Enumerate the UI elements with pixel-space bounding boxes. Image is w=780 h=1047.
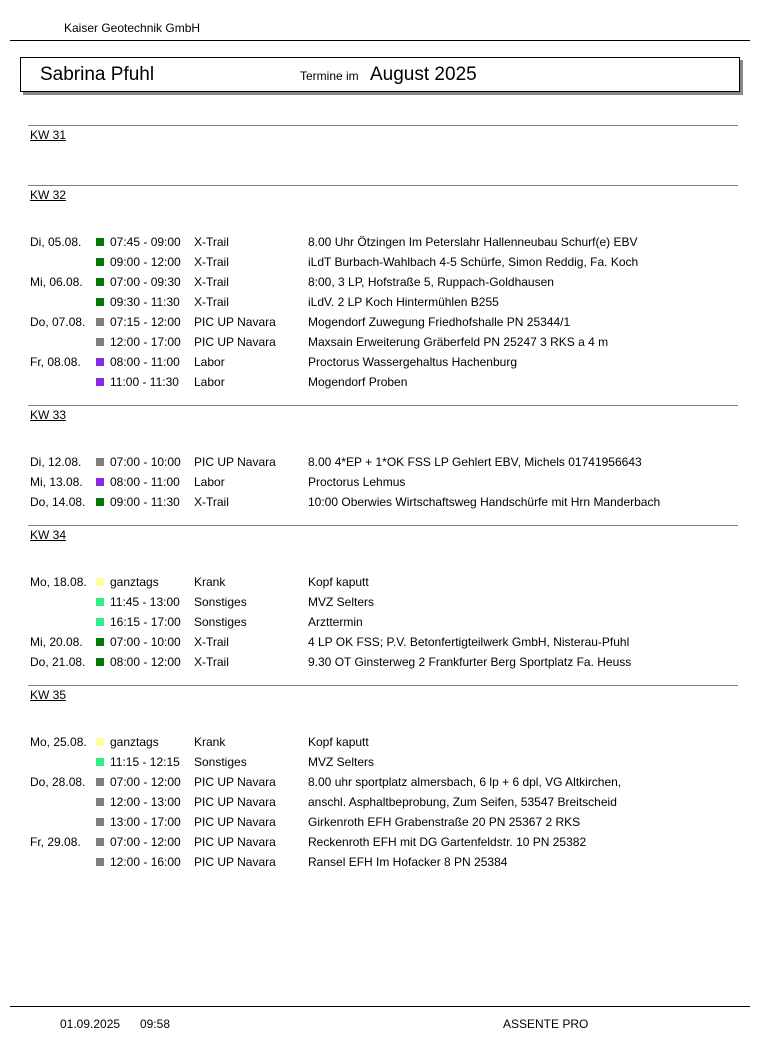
category-color-swatch xyxy=(96,758,104,766)
appointment-list xyxy=(0,452,780,512)
appointment-description: 9.30 OT Ginsterweg 2 Frankfurter Berg Sportplatz Fa. Heuss xyxy=(308,655,632,669)
appointment-day: Mo, 18.08. xyxy=(30,575,87,589)
category-color-swatch xyxy=(96,578,104,586)
week-divider xyxy=(28,125,738,126)
appointment-category: PIC UP Navara xyxy=(194,855,276,869)
appointment-category: Krank xyxy=(194,575,226,589)
appointment-time: 07:00 - 09:30 xyxy=(110,275,181,289)
appointment-day: Do, 28.08. xyxy=(30,775,86,789)
appointment-row xyxy=(0,332,780,352)
appointment-list xyxy=(0,572,780,672)
appointment-time: 16:15 - 17:00 xyxy=(110,615,181,629)
category-color-swatch xyxy=(96,318,104,326)
appointment-row xyxy=(0,772,780,792)
footer-divider xyxy=(10,1006,750,1007)
week-divider xyxy=(28,185,738,186)
category-color-swatch xyxy=(96,738,104,746)
appointment-list xyxy=(0,732,780,872)
appointment-category: Sonstiges xyxy=(194,755,247,769)
footer-date: 01.09.2025 xyxy=(60,1017,121,1031)
appointment-description: MVZ Selters xyxy=(308,595,375,609)
appointment-row xyxy=(0,272,780,292)
category-color-swatch xyxy=(96,598,104,606)
category-color-swatch xyxy=(96,338,104,346)
appointment-row xyxy=(0,732,780,752)
appointment-category: Krank xyxy=(194,735,226,749)
appointment-row xyxy=(0,592,780,612)
appointment-description: Mogendorf Proben xyxy=(308,375,408,389)
category-color-swatch xyxy=(96,638,104,646)
appointment-category: Labor xyxy=(194,355,225,369)
appointment-row xyxy=(0,852,780,872)
month-title: August 2025 xyxy=(370,64,477,85)
week-label: KW 33 xyxy=(30,408,67,422)
appointment-description: Girkenroth EFH Grabenstraße 20 PN 25367 2 RKS xyxy=(308,815,581,829)
appointment-category: X-Trail xyxy=(194,655,229,669)
appointment-time: ganztags xyxy=(110,735,159,749)
appointment-description: 10:00 Oberwies Wirtschaftsweg Handschürfe mit Hrn Manderbach xyxy=(308,495,661,509)
appointment-day: Do, 07.08. xyxy=(30,315,86,329)
footer-app-name: ASSENTE PRO xyxy=(503,1017,589,1031)
appointment-description: Kopf kaputt xyxy=(308,735,369,749)
appointment-description: Mogendorf Zuwegung Friedhofshalle PN 25344/1 xyxy=(308,315,571,329)
appointment-day: Fr, 29.08. xyxy=(30,835,81,849)
category-color-swatch xyxy=(96,378,104,386)
appointment-description: iLdV. 2 LP Koch Hintermühlen B255 xyxy=(308,295,499,309)
appointment-row xyxy=(0,632,780,652)
appointment-time: 08:00 - 11:00 xyxy=(110,475,180,489)
appointment-time: 09:00 - 11:30 xyxy=(110,495,180,509)
appointment-category: PIC UP Navara xyxy=(194,815,276,829)
footer-time: 09:58 xyxy=(140,1017,171,1031)
appointment-description: 8.00 4*EP + 1*OK FSS LP Gehlert EBV, Michels 01741956643 xyxy=(308,455,642,469)
appointment-list xyxy=(0,232,780,392)
appointment-description: 8:00, 3 LP, Hofstraße 5, Ruppach-Goldhausen xyxy=(308,275,554,289)
appointment-category: X-Trail xyxy=(194,255,229,269)
week-section xyxy=(0,125,780,185)
category-color-swatch xyxy=(96,798,104,806)
week-divider xyxy=(28,685,738,686)
appointment-time: 11:00 - 11:30 xyxy=(110,375,179,389)
category-color-swatch xyxy=(96,238,104,246)
appointment-category: X-Trail xyxy=(194,495,229,509)
appointment-row xyxy=(0,352,780,372)
appointment-time: 11:45 - 13:00 xyxy=(110,595,180,609)
appointment-description: Proctorus Wassergehaltus Hachenburg xyxy=(308,355,517,369)
appointment-category: PIC UP Navara xyxy=(194,835,276,849)
category-color-swatch xyxy=(96,498,104,506)
week-section xyxy=(0,525,780,685)
week-divider xyxy=(28,525,738,526)
appointment-time: 12:00 - 17:00 xyxy=(110,335,181,349)
appointment-row xyxy=(0,612,780,632)
category-color-swatch xyxy=(96,818,104,826)
appointment-day: Do, 14.08. xyxy=(30,495,86,509)
week-divider xyxy=(28,405,738,406)
week-section xyxy=(0,405,780,525)
week-label: KW 34 xyxy=(30,528,67,542)
appointment-description: Kopf kaputt xyxy=(308,575,369,589)
appointment-row xyxy=(0,812,780,832)
appointment-time: 07:45 - 09:00 xyxy=(110,235,181,249)
appointment-description: Ransel EFH Im Hofacker 8 PN 25384 xyxy=(308,855,508,869)
appointment-day: Do, 21.08. xyxy=(30,655,86,669)
appointment-description: anschl. Asphaltbeprobung, Zum Seifen, 53547 Breitscheid xyxy=(308,795,617,809)
appointment-category: Sonstiges xyxy=(194,615,247,629)
appointment-description: 8.00 uhr sportplatz almersbach, 6 lp + 6 dpl, VG Altkirchen, xyxy=(308,775,622,789)
appointment-day: Mi, 06.08. xyxy=(30,275,83,289)
appointment-day: Di, 05.08. xyxy=(30,235,82,249)
appointment-time: 09:30 - 11:30 xyxy=(110,295,180,309)
category-color-swatch xyxy=(96,838,104,846)
appointment-category: X-Trail xyxy=(194,235,229,249)
category-color-swatch xyxy=(96,298,104,306)
appointment-row xyxy=(0,572,780,592)
calendar-weeks xyxy=(0,125,780,885)
appointment-description: Proctorus Lehmus xyxy=(308,475,406,489)
appointment-day: Mo, 25.08. xyxy=(30,735,87,749)
appointment-time: 12:00 - 13:00 xyxy=(110,795,181,809)
appointment-category: X-Trail xyxy=(194,635,229,649)
appointment-time: 07:00 - 10:00 xyxy=(110,455,181,469)
week-section xyxy=(0,685,780,885)
appointment-row xyxy=(0,652,780,672)
appointment-day: Di, 12.08. xyxy=(30,455,82,469)
appointment-time: 09:00 - 12:00 xyxy=(110,255,181,269)
appointment-time: 11:15 - 12:15 xyxy=(110,755,180,769)
appointment-description: Reckenroth EFH mit DG Gartenfeldstr. 10 PN 25382 xyxy=(308,835,587,849)
appointment-category: PIC UP Navara xyxy=(194,315,276,329)
category-color-swatch xyxy=(96,778,104,786)
category-color-swatch xyxy=(96,458,104,466)
appointment-row xyxy=(0,372,780,392)
appointment-row xyxy=(0,472,780,492)
company-name: Kaiser Geotechnik GmbH xyxy=(64,21,201,35)
category-color-swatch xyxy=(96,278,104,286)
header-divider xyxy=(10,40,750,41)
appointment-time: 07:00 - 12:00 xyxy=(110,835,181,849)
appointment-category: Labor xyxy=(194,475,225,489)
appointment-description: 4 LP OK FSS; P.V. Betonfertigteilwerk GmbH, Nisterau-Pfuhl xyxy=(308,635,630,649)
category-color-swatch xyxy=(96,658,104,666)
appointment-category: Sonstiges xyxy=(194,595,247,609)
week-label: KW 32 xyxy=(30,188,67,202)
appointment-time: 12:00 - 16:00 xyxy=(110,855,181,869)
appointment-category: PIC UP Navara xyxy=(194,775,276,789)
appointment-row xyxy=(0,452,780,472)
person-name: Sabrina Pfuhl xyxy=(40,64,155,85)
appointment-day: Mi, 13.08. xyxy=(30,475,83,489)
appointment-day: Fr, 08.08. xyxy=(30,355,81,369)
appointment-day: Mi, 20.08. xyxy=(30,635,83,649)
appointment-time: 07:00 - 10:00 xyxy=(110,635,181,649)
appointment-row xyxy=(0,232,780,252)
week-section xyxy=(0,185,780,405)
appointment-row xyxy=(0,292,780,312)
appointment-description: Arzttermin xyxy=(308,615,363,629)
appointment-time: 08:00 - 12:00 xyxy=(110,655,181,669)
appointment-row xyxy=(0,312,780,332)
category-color-swatch xyxy=(96,258,104,266)
appointment-row xyxy=(0,252,780,272)
appointment-time: 08:00 - 11:00 xyxy=(110,355,180,369)
appointment-description: MVZ Selters xyxy=(308,755,375,769)
title-label: Termine im xyxy=(300,69,359,83)
appointment-description: Maxsain Erweiterung Gräberfeld PN 25247 3 RKS a 4 m xyxy=(308,335,609,349)
category-color-swatch xyxy=(96,618,104,626)
appointment-time: ganztags xyxy=(110,575,159,589)
appointment-category: X-Trail xyxy=(194,295,229,309)
appointment-category: PIC UP Navara xyxy=(194,455,276,469)
appointment-category: X-Trail xyxy=(194,275,229,289)
category-color-swatch xyxy=(96,358,104,366)
appointment-description: 8.00 Uhr Ötzingen Im Peterslahr Hallenneubau Schurf(e) EBV xyxy=(308,235,638,249)
category-color-swatch xyxy=(96,478,104,486)
appointment-time: 07:00 - 12:00 xyxy=(110,775,181,789)
appointment-row xyxy=(0,752,780,772)
appointment-time: 07:15 - 12:00 xyxy=(110,315,181,329)
appointment-category: PIC UP Navara xyxy=(194,795,276,809)
title-box xyxy=(20,57,740,92)
appointment-category: PIC UP Navara xyxy=(194,335,276,349)
appointment-row xyxy=(0,832,780,852)
week-label: KW 31 xyxy=(30,128,67,142)
appointment-row xyxy=(0,492,780,512)
appointment-description: iLdT Burbach-Wahlbach 4-5 Schürfe, Simon Reddig, Fa. Koch xyxy=(308,255,639,269)
week-label: KW 35 xyxy=(30,688,67,702)
appointment-row xyxy=(0,792,780,812)
category-color-swatch xyxy=(96,858,104,866)
appointment-category: Labor xyxy=(194,375,225,389)
appointment-time: 13:00 - 17:00 xyxy=(110,815,181,829)
